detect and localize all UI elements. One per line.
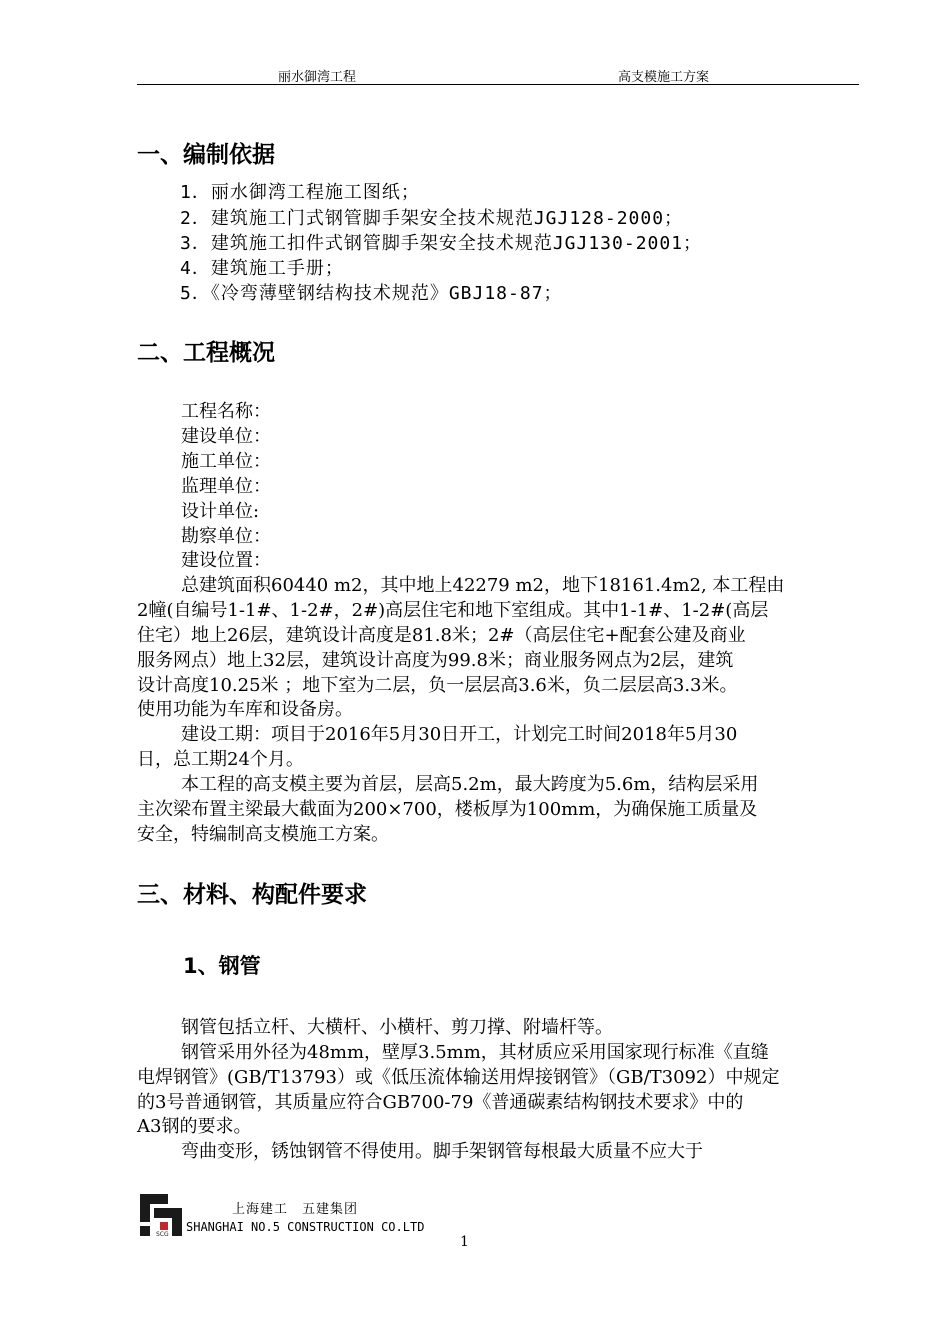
formwork-paragraph-line: 安全，特编制高支模施工方案。 xyxy=(137,824,389,845)
field-client: 建设单位： xyxy=(181,426,271,447)
formwork-paragraph-line: 本工程的高支模主要为首层，层高5.2m，最大跨度为5.6m，结构层采用 xyxy=(181,774,759,795)
logo-text: SCG xyxy=(156,1231,169,1238)
basis-list-item: 3．建筑施工扣件式钢管脚手架安全技术规范JGJ130-2001； xyxy=(180,233,703,254)
basis-list-item: 1．丽水御湾工程施工图纸； xyxy=(180,182,420,203)
steel-pipe-paragraph-line: 弯曲变形，锈蚀钢管不得使用。脚手架钢管每根最大质量不应大于 xyxy=(181,1141,703,1162)
field-designer: 设计单位: xyxy=(181,501,260,522)
overview-paragraph-line: 住宅）地上26层，建筑设计高度是81.8米；2#（高层住宅+配套公建及商业 xyxy=(137,625,746,646)
section-heading-basis: 一、编制依据 xyxy=(137,142,275,168)
overview-paragraph-line: 2幢(自编号1-1#、1-2#，2#)高层住宅和地下室组成。其中1-1#、1-2#(高层 xyxy=(137,600,769,621)
steel-pipe-paragraph-line: 电焊钢管》(GB/T13793）或《低压流体输送用焊接钢管》（GB/T3092）中规定 xyxy=(137,1067,780,1088)
steel-pipe-paragraph-line: A3钢的要求。 xyxy=(137,1116,252,1137)
header-project-name: 丽水御湾工程 xyxy=(278,70,357,85)
overview-paragraph-line: 总建筑面积60440 m2，其中地上42279 m2，地下18161.4m2, 本工程由 xyxy=(181,575,785,596)
basis-list-item: 2．建筑施工门式钢管脚手架安全技术规范JGJ128-2000； xyxy=(180,208,684,229)
footer-company-en: SHANGHAI NO.5 CONSTRUCTION CO.LTD xyxy=(186,1220,425,1234)
overview-paragraph-line: 使用功能为车库和设备房。 xyxy=(137,699,353,720)
section-heading-overview: 二、工程概况 xyxy=(137,340,275,366)
header-divider xyxy=(137,84,859,85)
steel-pipe-paragraph-line: 的3号普通钢管，其质量应符合GB700-79《普通碳素结构钢技术要求》中的 xyxy=(137,1092,744,1113)
section-heading-materials: 三、材料、构配件要求 xyxy=(137,882,367,908)
schedule-paragraph-line: 日，总工期24个月。 xyxy=(137,749,304,770)
page-number: 1 xyxy=(460,1234,469,1250)
field-supervisor: 监理单位： xyxy=(181,476,271,497)
header-document-title: 高支模施工方案 xyxy=(618,70,710,85)
basis-list-item: 5．《冷弯薄壁钢结构技术规范》GBJ18-87； xyxy=(180,283,563,304)
schedule-paragraph-line: 建设工期：项目于2016年5月30日开工，计划完工时间2018年5月30 xyxy=(181,724,738,745)
field-location: 建设位置： xyxy=(181,550,271,571)
basis-list-item: 4．建筑施工手册； xyxy=(180,258,344,279)
field-surveyor: 勘察单位： xyxy=(181,526,271,547)
formwork-paragraph-line: 主次梁布置主梁最大截面为200×700，楼板厚为100mm，为确保施工质量及 xyxy=(137,799,758,820)
overview-paragraph-line: 服务网点）地上32层，建筑设计高度为99.8米；商业服务网点为2层，建筑 xyxy=(137,650,734,671)
footer-company-cn: 上海建工 五建集团 xyxy=(232,1202,359,1217)
field-contractor: 施工单位： xyxy=(181,451,271,472)
overview-paragraph-line: 设计高度10.25米 ；地下室为二层，负一层层高3.6米，负二层层高3.3米。 xyxy=(137,675,738,696)
company-logo-icon xyxy=(138,1192,186,1238)
steel-pipe-paragraph-line: 钢管包括立杆、大横杆、小横杆、剪刀撑、附墙杆等。 xyxy=(181,1017,613,1038)
field-project-name: 工程名称： xyxy=(181,401,271,422)
steel-pipe-paragraph-line: 钢管采用外径为48mm，壁厚3.5mm，其材质应采用国家现行标准《直缝 xyxy=(181,1042,769,1063)
subsection-heading-steel-pipe: 1、钢管 xyxy=(183,954,261,978)
